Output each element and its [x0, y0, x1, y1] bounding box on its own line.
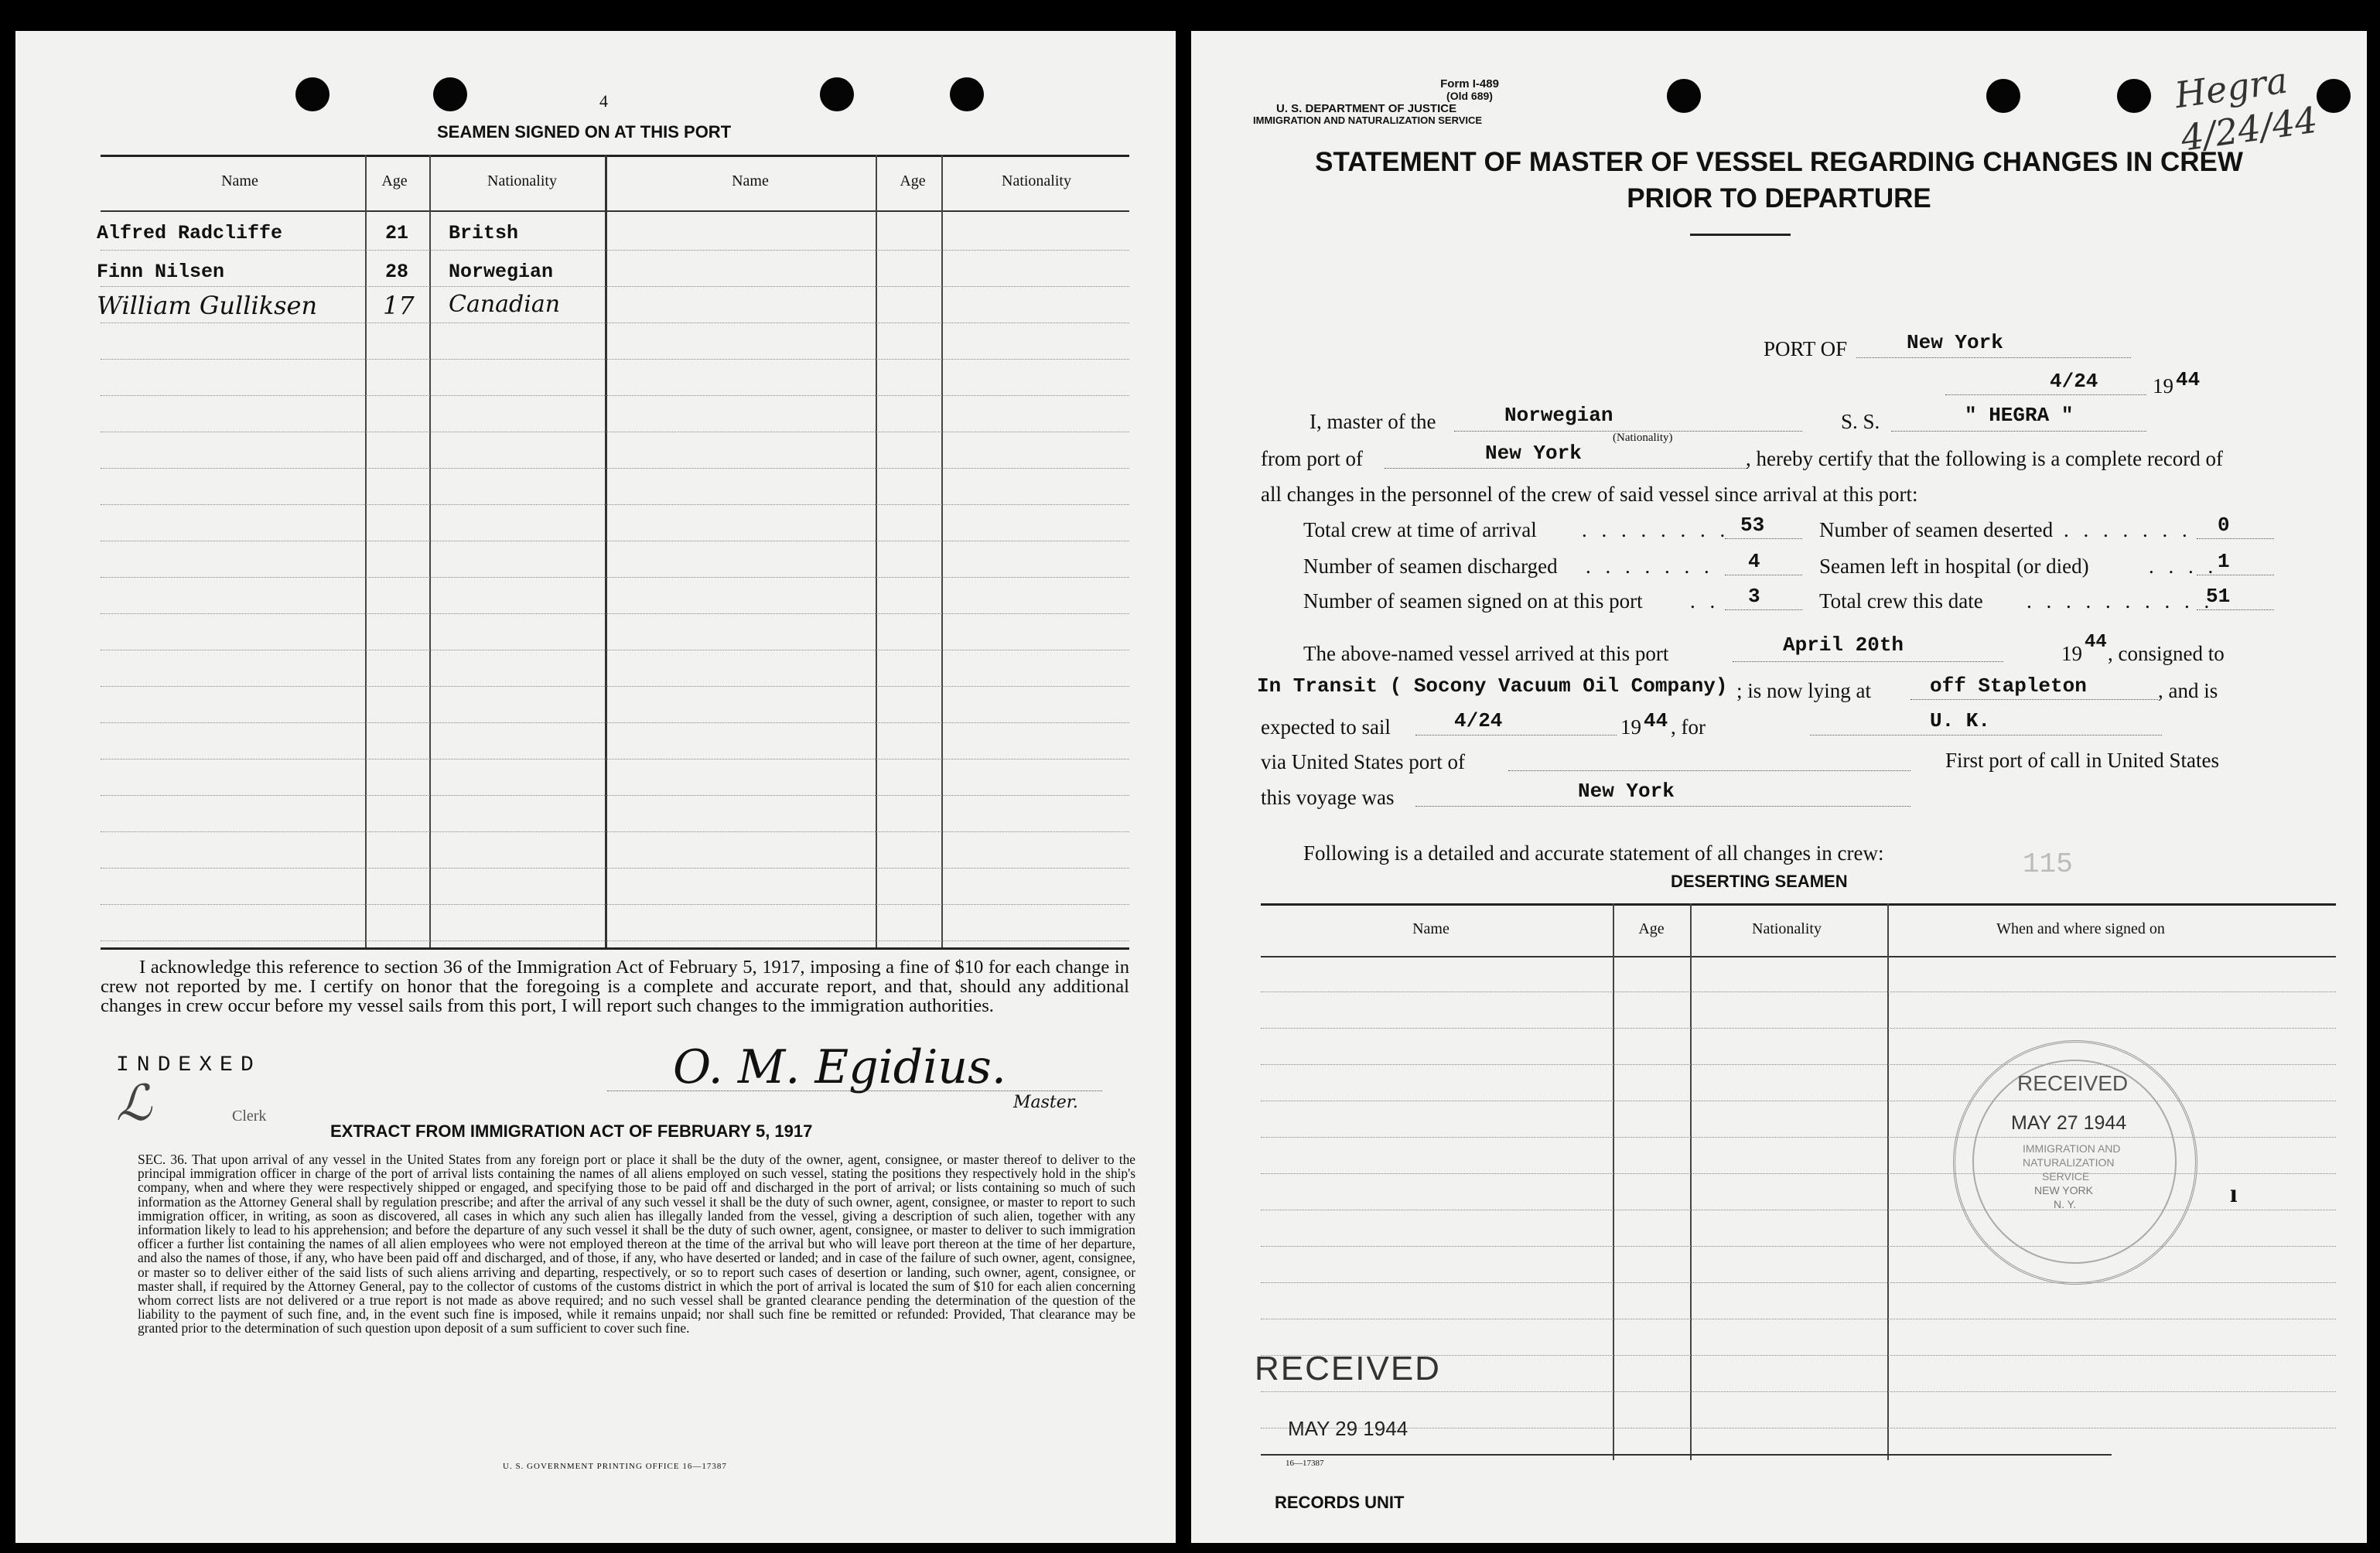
statute-text: SEC. 36. That upon arrival of any vessel in the United States from any foreign port or place it shall be the duty of the owner, agent, consignee, or master thereof to deliver to the principal immigration officer in charge of the port of arrival lists containing the names of all aliens employed on such vessel, stating the positions they respectively hold in the ship's company, when and where they were respectively shipped or engaged, and specifying those to be paid off and discharged in the port of arrival; or lists containing so much of such information as the Attorney General shall by regulation prescribe; and after the arrival of any such vessel it shall be the duty of such owner, agent, consignee, or master to report to such immigration officer, in writing, as soon as discovered, all cases in which any such alien has illegally landed from the vessel, giving a description of such alien, together with any information likely to lead to his apprehension; and before the departure of any such vessel it shall be the duty of such owner, agent, consignee, or master to deliver to such immigration officer a further list containing the names of all alien employees who were not employed thereon at the time of the arrival but who will leave port thereon at the time of her departure, and also the names of those, if any, who have been paid off and discharged, and of those, if any, who have deserted or landed; and in case of the failure of such owner, agent, consignee, or master so to deliver either of the said lists of such aliens arriving and departing, respectively, or so to report such cases of desertion or landing, such owner, agent, consignee, or master shall, if required by the Attorney General, pay to the collector of customs of the customs district in which the port of arrival is located the sum of $10 for each alien concerning whom correct lists are not delivered or a true report is not made as above required; and no such vessel shall be granted clearance pending the determination of the question of the liability to the payment of such fine, and, in the event such fine is imposed, while it remains unpaid; nor shall such fine be remitted or refunded: Provided, That clearance may be granted prior to the determination of such question upon deposit of a sum sufficient to cover such fine. — [138, 1152, 1135, 1336]
col-header-age-2: Age — [900, 172, 926, 189]
left-page — [15, 31, 1176, 1543]
voyage-line — [1415, 806, 1910, 807]
lying-line — [1910, 699, 2158, 700]
row-2-nationality: Norwegian — [449, 261, 554, 283]
row-rule — [1261, 1064, 2336, 1065]
port-label: PORT OF — [1764, 337, 1848, 360]
master-signature: O. M. Egidius. — [673, 1040, 1006, 1094]
date-line — [1945, 394, 2146, 395]
column-divider — [1613, 903, 1614, 1460]
row-rule — [101, 395, 1129, 396]
stat-line — [2197, 538, 2274, 539]
clerk-label: Clerk — [232, 1108, 267, 1125]
deserting-col-name: Name — [1412, 920, 1450, 937]
ss-label: S. S. — [1841, 410, 1880, 433]
deserting-col-when-where: When and where signed on — [1996, 920, 2165, 937]
master-of-label: I, master of the — [1310, 410, 1436, 433]
row-rule — [101, 868, 1129, 869]
consignee-value: In Transit ( Socony Vacuum Oil Company) — [1257, 674, 1728, 698]
printer-imprint: U. S. GOVERNMENT PRINTING OFFICE 16—17387 — [503, 1462, 727, 1471]
row-1-name: Alfred Radcliffe — [97, 222, 283, 244]
row-rule — [101, 504, 1129, 505]
dot-leader: . . . . . . . — [2064, 518, 2192, 541]
punch-hole — [950, 77, 984, 111]
arrived-year-prefix: 19 — [2061, 642, 2082, 665]
arrived-line — [1733, 661, 2003, 662]
via-port-line — [1508, 770, 1910, 771]
stamp-rule — [1261, 1454, 2112, 1456]
stat-label-hospital: Seamen left in hospital (or died) — [1819, 555, 2089, 578]
row-rule — [101, 577, 1129, 578]
punch-hole — [1667, 79, 1701, 113]
seamen-signed-title: SEAMEN SIGNED ON AT THIS PORT — [437, 122, 732, 142]
stamp-line-2: NATURALIZATION — [2023, 1156, 2115, 1169]
stat-value-total-arrival: 53 — [1740, 514, 1765, 537]
row-rule — [101, 795, 1129, 796]
table-top-rule — [101, 155, 1129, 157]
row-1-age: 21 — [385, 222, 409, 244]
row-rule — [1261, 1391, 2336, 1392]
nationality-value: Norwegian — [1504, 404, 1613, 427]
stamp-line-3: SERVICE — [2042, 1170, 2090, 1183]
form-title-line2: PRIOR TO DEPARTURE — [1627, 183, 1931, 213]
all-changes-text: all changes in the personnel of the crew of said vessel since arrival at this port: — [1261, 483, 1918, 506]
expected-label: expected to sail — [1261, 715, 1391, 739]
received-stamp: RECEIVED — [1255, 1350, 1441, 1387]
row-rule — [101, 904, 1129, 905]
right-page — [1191, 31, 2367, 1543]
punch-hole — [295, 77, 330, 111]
deserting-col-age: Age — [1638, 920, 1665, 937]
dot-leader: . . — [1690, 589, 1720, 613]
stat-value-total-date: 51 — [2206, 585, 2231, 608]
dot-leader: . . . . . . . . . . — [2027, 589, 2214, 613]
first-port-value: New York — [1578, 780, 1675, 803]
row-2-age: 28 — [385, 261, 409, 283]
column-divider — [365, 155, 367, 947]
form-old-number: (Old 689) — [1446, 90, 1493, 102]
certify-text: , hereby certify that the following is a complete record of — [1746, 447, 2224, 470]
stat-line — [1725, 609, 1802, 610]
destination-line — [1810, 735, 2162, 736]
row-3-name: William Gulliksen — [97, 291, 318, 320]
row-rule — [1261, 1028, 2336, 1029]
form-number: Form I-489 — [1440, 77, 1499, 90]
sail-date: 4/24 — [1454, 709, 1503, 732]
arrived-year: 44 — [2085, 632, 2107, 653]
stat-value-hospital: 1 — [2218, 550, 2230, 573]
punch-hole — [2117, 79, 2151, 113]
lying-label: ; is now lying at — [1736, 679, 1871, 702]
punch-hole — [1986, 79, 2020, 113]
for-label: , for — [1671, 715, 1706, 739]
col-header-nationality-2: Nationality — [1002, 172, 1071, 189]
stamp-state: N. Y. — [2054, 1198, 2077, 1210]
service-name: IMMIGRATION AND NATURALIZATION SERVICE — [1253, 114, 1483, 126]
dot-leader: . . . . — [2149, 555, 2218, 578]
row-rule — [1261, 1282, 2336, 1283]
master-label: Master. — [1013, 1093, 1078, 1112]
port-value: New York — [1907, 331, 2003, 354]
row-3-age: 17 — [383, 291, 415, 320]
stat-label-total-arrival: Total crew at time of arrival — [1303, 518, 1537, 541]
column-divider — [1690, 903, 1692, 1460]
year-value: 44 — [2176, 368, 2201, 391]
stamp-line-1: IMMIGRATION AND — [2023, 1142, 2121, 1155]
extract-title: EXTRACT FROM IMMIGRATION ACT OF FEBRUARY 5, 1917 — [330, 1121, 813, 1141]
acknowledgment-text: I acknowledge this reference to section 36 of the Immigration Act of February 5, 1917, imposing a fine of $10 for each change in crew not reported by me. I certify on honor that the foregoing is a complete and accurate report, and that, should any additional changes in crew occur before my vessel sails from this port, I will report such changes to the immigration authorities. — [101, 957, 1129, 1016]
and-is-label: , and is — [2158, 679, 2218, 702]
punch-hole — [433, 77, 467, 111]
col-header-nationality: Nationality — [487, 172, 557, 189]
row-rule — [101, 831, 1129, 832]
voyage-label: this voyage was — [1261, 786, 1395, 809]
lying-value: off Stapleton — [1930, 674, 2087, 698]
row-rule — [101, 468, 1129, 469]
destination-value: U. K. — [1930, 709, 1991, 732]
row-2-name: Finn Nilsen — [97, 261, 225, 283]
following-text: Following is a detailed and accurate statement of all changes in crew: — [1303, 841, 1884, 865]
page-number: 4 — [599, 91, 608, 111]
stamp-date: MAY 27 1944 — [2011, 1112, 2127, 1134]
col-header-age: Age — [381, 172, 408, 189]
ship-line — [1891, 431, 2146, 432]
sail-year-prefix: 19 — [1620, 715, 1641, 739]
header-rule — [101, 210, 1129, 212]
department-name: U. S. DEPARTMENT OF JUSTICE — [1276, 102, 1457, 115]
arrived-date: April 20th — [1783, 633, 1904, 657]
row-3-nationality: Canadian — [449, 291, 561, 318]
title-underline — [1690, 234, 1791, 236]
from-port-label: from port of — [1261, 447, 1363, 470]
indexed-stamp: INDEXED — [116, 1053, 261, 1077]
first-port-label: First port of call in United States — [1945, 749, 2219, 772]
handwritten-corner-note: Hegra 4/24/44 — [2172, 59, 2320, 159]
stat-value-signed-on: 3 — [1748, 585, 1760, 608]
stat-label-total-date: Total crew this date — [1819, 589, 1983, 613]
received-date: MAY 29 1944 — [1288, 1417, 1409, 1440]
stat-label-deserted: Number of seamen deserted — [1819, 518, 2054, 541]
deserting-col-nationality: Nationality — [1752, 920, 1822, 937]
row-1-nationality: Britsh — [449, 222, 519, 244]
dot-leader: . . . . . . . — [1586, 555, 1714, 578]
row-rule — [101, 613, 1129, 614]
deserting-seamen-title: DESERTING SEAMEN — [1671, 872, 1848, 891]
stat-line — [2197, 609, 2274, 610]
row-rule — [101, 940, 1129, 941]
via-port-label: via United States port of — [1261, 750, 1465, 773]
consigned-label: , consigned to — [2108, 642, 2225, 665]
col-header-name-2: Name — [732, 172, 769, 189]
deserting-table-top — [1261, 903, 2336, 906]
sail-year: 44 — [1644, 709, 1668, 732]
faint-number: 115 — [2023, 848, 2073, 880]
clerk-initial: ℒ — [116, 1075, 152, 1132]
row-rule — [101, 686, 1129, 687]
deserting-header-rule — [1261, 956, 2336, 957]
form-title-line1: STATEMENT OF MASTER OF VESSEL REGARDING CHANGES IN CREW — [1315, 147, 2243, 177]
port-line — [1856, 357, 2131, 358]
column-divider — [605, 155, 607, 947]
stat-value-deserted: 0 — [2218, 514, 2230, 537]
col-header-name: Name — [221, 172, 258, 189]
column-divider — [941, 155, 943, 947]
from-port-line — [1385, 468, 1748, 469]
column-divider — [1887, 903, 1889, 1460]
dot-leader: . . . . . . . . — [1582, 518, 1730, 541]
column-divider — [429, 155, 431, 947]
row-rule — [101, 359, 1129, 360]
table-bottom-rule — [101, 947, 1129, 950]
nationality-caption: (Nationality) — [1613, 432, 1673, 444]
stat-line — [1725, 538, 1802, 539]
stamp-city: NEW YORK — [2034, 1184, 2093, 1196]
year-prefix: 19 — [2153, 374, 2173, 398]
ship-name: " HEGRA " — [1965, 404, 2074, 427]
records-unit: RECORDS UNIT — [1275, 1493, 1405, 1512]
punch-hole — [820, 77, 854, 111]
column-divider — [876, 155, 877, 947]
stat-label-discharged: Number of seamen discharged — [1303, 555, 1558, 578]
margin-mark: ı — [2230, 1179, 2238, 1208]
date-value: 4/24 — [2050, 370, 2098, 393]
row-rule — [101, 722, 1129, 723]
row-rule — [1261, 1246, 2336, 1247]
row-rule — [101, 250, 1129, 251]
sail-date-line — [1415, 735, 1617, 736]
stamp-received: RECEIVED — [2017, 1071, 2129, 1095]
printer-code: 16—17387 — [1286, 1459, 1324, 1468]
stat-value-discharged: 4 — [1748, 550, 1760, 573]
row-rule — [101, 286, 1129, 287]
stat-label-signed-on: Number of seamen signed on at this port — [1303, 589, 1643, 613]
from-port-value: New York — [1485, 442, 1582, 465]
arrived-label: The above-named vessel arrived at this port — [1303, 642, 1669, 665]
